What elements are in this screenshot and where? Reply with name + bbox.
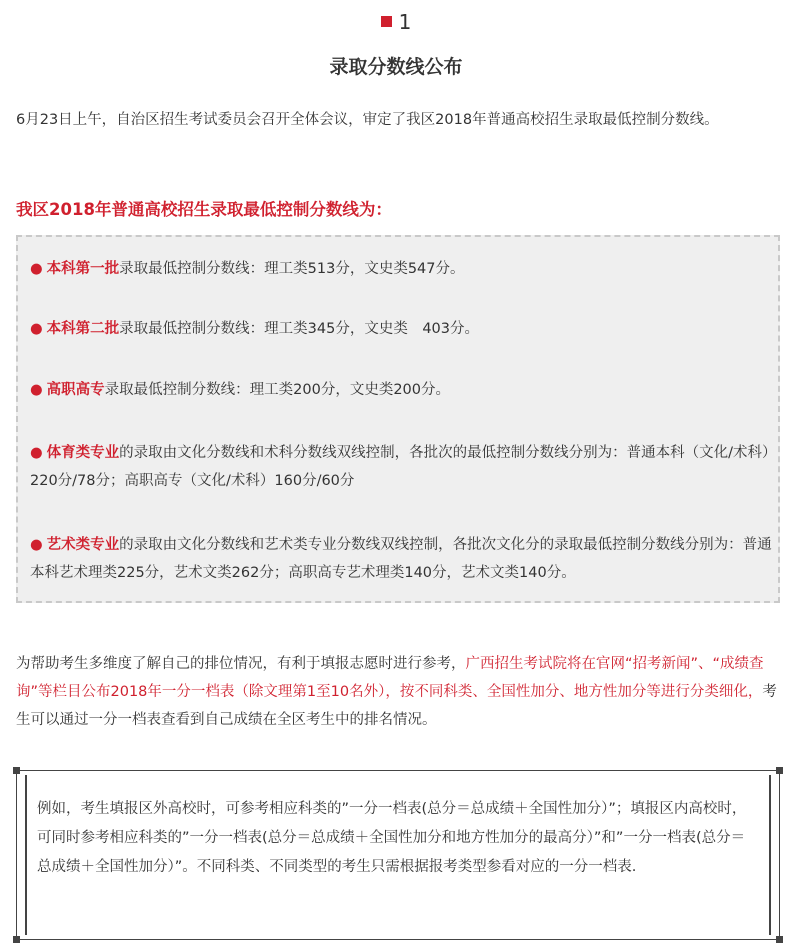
bullet-icon: ●	[30, 382, 43, 398]
subheading: 我区2018年普通高校招生录取最低控制分数线为：	[16, 200, 392, 219]
item-text: 的录取由文化分数线和艺术类专业分数线双线控制，各批次文化分的录取最低控制分数线分别为：普通本科艺术理类225分，艺术文类262分；高职高专艺术理类140分，艺术文类140分。	[30, 537, 772, 581]
list-item	[30, 531, 774, 587]
list-item	[30, 439, 774, 495]
page-title: 录取分数线公布	[329, 56, 463, 78]
item-text: 录取最低控制分数线：理工类200分，文史类200分。	[104, 382, 451, 398]
item-text: 录取最低控制分数线：理工类513分，文史类547分。	[119, 261, 465, 277]
intro-paragraph: 6月23日上午，自治区招生考试委员会召开全体会议，审定了我区2018年普通高校招生录取最低控制分数线。	[16, 112, 719, 128]
item-text: 的录取由文化分数线和术科分数线双线控制，各批次的最低控制分数线分别为：普通本科（文化/术科）220分/78分；高职高专（文化/术科）160分/60分	[30, 445, 770, 489]
item-key: 艺术类专业	[46, 537, 120, 553]
score-lines-box	[16, 235, 780, 603]
list-item	[30, 315, 774, 343]
item-key: 高职高专	[46, 382, 105, 398]
list-item	[30, 255, 774, 283]
bullet-icon: ●	[30, 537, 43, 553]
frame-corner	[776, 767, 783, 774]
bullet-icon: ●	[30, 445, 43, 461]
red-square-icon	[381, 16, 392, 27]
frame-corner	[13, 767, 20, 774]
list-item	[30, 376, 774, 404]
item-text: 录取最低控制分数线：理工类345分，文史类 403分。	[119, 321, 480, 337]
info-paragraph	[16, 650, 780, 734]
bullet-icon: ●	[30, 261, 43, 277]
item-key: 本科第二批	[46, 321, 120, 337]
item-key: 本科第一批	[46, 261, 120, 277]
example-frame	[16, 770, 780, 940]
bullet-icon: ●	[30, 321, 43, 337]
paragraph-highlight: 广西招生考试院将在官网“招考新闻”、“成绩查询”等栏目公布2018年一分一档表（除文理第1至10名外），按不同科类、全国性加分、地方性加分等进行分类细化，	[16, 656, 764, 700]
frame-corner	[776, 936, 783, 943]
paragraph-text: 考生可以通过一分一档表查看到自己成绩在全区考生中的排名情况。	[16, 684, 777, 728]
paragraph-text: 为帮助考生多维度了解自己的排位情况，有利于填报志愿时进行参考，	[16, 656, 466, 672]
section-marker	[0, 10, 792, 34]
section-number: 1	[398, 10, 412, 34]
example-text: 例如，考生填报区外高校时，可参考相应科类的”一分一档表(总分＝总成绩＋全国性加分）”；填报区内高校时，可同时参考相应科类的”一分一档表(总分＝总成绩＋全国性加分和地方性加分的最高分）”和”一分一档表(总分＝总成绩＋全国性加分）”。不同科类、不同类型的考生只需根据报考类型参看对应的一分一档表.	[37, 801, 747, 875]
item-key: 体育类专业	[46, 445, 120, 461]
frame-corner	[13, 936, 20, 943]
